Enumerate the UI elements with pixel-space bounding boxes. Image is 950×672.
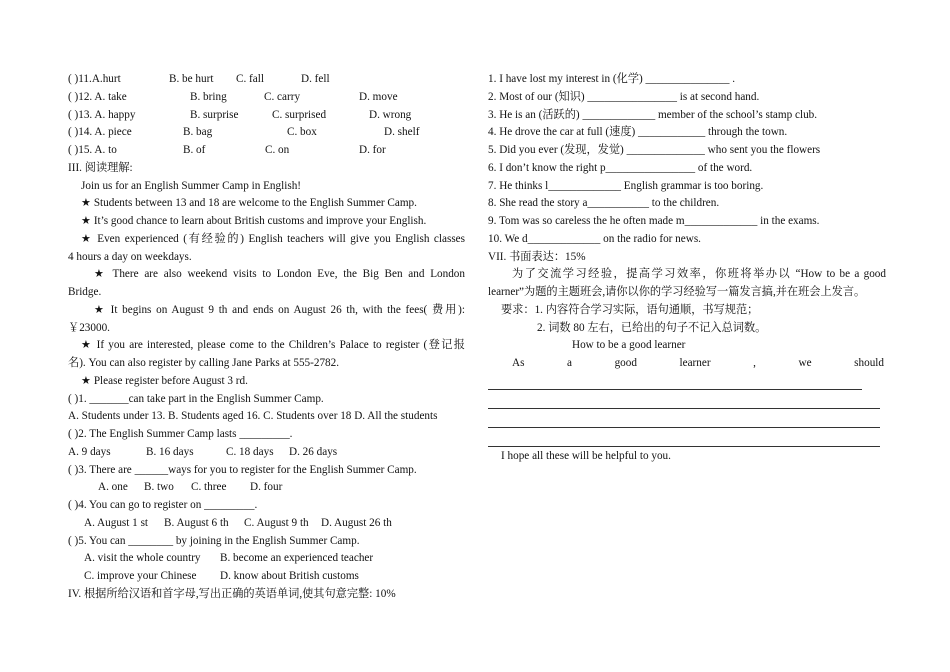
start-word: learner (679, 357, 711, 369)
option-c: C. August 9 th (244, 516, 309, 529)
writing-answer-line[interactable] (488, 392, 880, 410)
start-word: As (512, 357, 525, 369)
reading-intro: Join us for an English Summer Camp in English! (81, 179, 302, 192)
cloze-option-d: D. shelf (384, 126, 420, 139)
reading-bullet-continued: ￥23000. (68, 321, 110, 334)
writing-prompt: 为了交流学习经验，提高学习效率，你班将举办以 “How to be a good learner”为题的主题班会,请你以你的学习经验写一篇发言搞,并在班会上发言。 (488, 268, 886, 298)
cloze-option-c: C. carry (264, 90, 301, 103)
writing-heading: VII. 书面表达：15% (488, 250, 586, 263)
cloze-option-b: B. be hurt (169, 73, 214, 85)
option-c: C. improve your Chinese (84, 570, 197, 582)
vocab-item: 1. I have lost my interest in (化学) _______________ . (488, 73, 736, 85)
cloze-option-b: B. surprise (190, 108, 239, 121)
cloze-option-c: C. box (287, 126, 317, 139)
cloze-item-11 (68, 71, 465, 89)
option-a: A. 9 days (68, 445, 111, 458)
vocab-item: 9. Tom was so careless the he often made m_____________ in the exams. (488, 215, 820, 227)
start-word: should (854, 357, 884, 369)
writing-answer-line[interactable] (488, 373, 862, 391)
right-column (488, 71, 886, 466)
cloze-option-d: D. wrong (369, 108, 412, 121)
writing-closing: I hope all these will be helpful to you. (501, 449, 671, 462)
option-d: D. know about British customs (220, 570, 359, 582)
reading-bullet: ★ It’s good chance to learn about British customs and improve your English. (81, 215, 427, 227)
vocab-item: 3. He is an (活跃的) _____________ member of the school’s stamp club. (488, 108, 818, 121)
cloze-item-14 (68, 124, 465, 142)
reading-question-1-options: A. Students under 13. B. Students aged 16. C. Students over 18 D. All the students (68, 410, 438, 423)
writing-start-words (488, 355, 886, 373)
writing-answer-line[interactable] (488, 429, 880, 447)
reading-question-5: ( )5. You can ________ by joining in the English Summer Camp. (68, 534, 360, 547)
left-column (68, 71, 465, 604)
option-d: D. 26 days (289, 445, 338, 458)
vocab-item: 2. Most of our (知识) ________________ is at second hand. (488, 90, 760, 103)
option-a: A. August 1 st (84, 516, 149, 529)
reading-question-1: ( )1. _______can take part in the English Summer Camp. (68, 392, 324, 405)
cloze-option-d: D. for (359, 144, 386, 156)
cloze-item-15 (68, 142, 465, 160)
option-b: B. August 6 th (164, 516, 229, 529)
writing-title: How to be a good learner (572, 339, 686, 352)
cloze-option-d: D. move (359, 90, 398, 103)
option-a: A. one (98, 481, 128, 494)
cloze-number-option-a: ( )11.A.hurt (68, 73, 121, 85)
reading-question-2-options (68, 444, 465, 462)
start-word: a (567, 357, 572, 369)
cloze-number-option-a: ( )12. A. take (68, 90, 127, 103)
vocab-item: 6. I don’t know the right p________________ of the word. (488, 161, 753, 174)
vocab-item: 4. He drove the car at full (速度) ____________ through the town. (488, 126, 788, 139)
reading-question-4: ( )4. You can go to register on _________. (68, 499, 258, 511)
reading-heading: III. 阅读理解: (68, 161, 133, 174)
start-word: good (614, 357, 637, 369)
reading-question-3-options (68, 479, 465, 497)
cloze-item-12 (68, 89, 465, 107)
reading-question-5-options-row1 (68, 550, 465, 568)
cloze-option-b: B. of (183, 144, 206, 156)
option-c: C. three (191, 481, 227, 494)
vocab-item: 7. He thinks l_____________ English grammar is too boring. (488, 179, 764, 192)
vocab-item: 5. Did you ever (发现，发觉) ______________ who sent you the flowers (488, 144, 821, 156)
start-word: , (753, 357, 756, 369)
cloze-number-option-a: ( )14. A. piece (68, 126, 132, 139)
option-a: A. visit the whole country (84, 552, 201, 565)
option-d: D. four (250, 481, 283, 494)
reading-question-4-options (68, 515, 465, 533)
reading-bullet-continued: 4 hours a day on weekdays. (68, 250, 192, 263)
reading-bullet: ★ Students between 13 and 18 are welcome to the English Summer Camp. (81, 197, 417, 210)
reading-bullet: ★ There are also weekend visits to London Eve, the Big Ben and London (94, 268, 465, 281)
cloze-option-c: C. on (265, 144, 290, 156)
reading-bullet: ★ Even experienced (有经验的) English teachers will give you English classes (81, 232, 465, 245)
reading-question-3: ( )3. There are ______ways for you to register for the English Summer Camp. (68, 463, 417, 476)
cloze-item-13 (68, 107, 465, 125)
cloze-option-b: B. bag (183, 126, 213, 139)
reading-bullet: ★ Please register before August 3 rd. (81, 374, 248, 387)
cloze-option-c: C. surprised (272, 108, 327, 121)
writing-requirement: 2. 词数 80 左右，已给出的句子不记入总词数。 (537, 321, 767, 334)
writing-answer-line[interactable] (488, 410, 880, 428)
reading-question-5-options-row2 (68, 568, 465, 586)
writing-requirement: 要求：1. 内容符合学习实际，语句通顺，书写规范； (501, 303, 759, 316)
vocab-item: 10. We d_____________ on the radio for news. (488, 232, 701, 245)
reading-bullet: ★ It begins on August 9 th and ends on August 26 th, with the fees( 费用): (94, 303, 465, 316)
option-c: C. 18 days (226, 445, 274, 458)
section-4-heading: IV. 根据所给汉语和首字母,写出正确的英语单词,使其句意完整: 10% (68, 587, 396, 600)
vocab-item: 8. She read the story a___________ to the children. (488, 197, 720, 210)
reading-bullet-continued: Bridge. (68, 286, 102, 298)
option-d: D. August 26 th (321, 516, 392, 529)
reading-bullet: ★ If you are interested, please come to the Children’s Palace to register (登记报 (81, 339, 465, 352)
cloze-option-c: C. fall (236, 73, 264, 85)
option-b: B. two (144, 481, 174, 494)
option-b: B. 16 days (146, 445, 194, 458)
option-b: B. become an experienced teacher (220, 552, 374, 565)
reading-bullet-continued: 名). You can also register by calling Jane Parks at 555-2782. (68, 357, 340, 369)
cloze-number-option-a: ( )15. A. to (68, 144, 117, 156)
cloze-number-option-a: ( )13. A. happy (68, 108, 136, 121)
cloze-option-d: D. fell (301, 73, 330, 85)
reading-question-2: ( )2. The English Summer Camp lasts _________. (68, 428, 293, 440)
start-word: we (798, 357, 812, 369)
cloze-option-b: B. bring (190, 90, 227, 103)
